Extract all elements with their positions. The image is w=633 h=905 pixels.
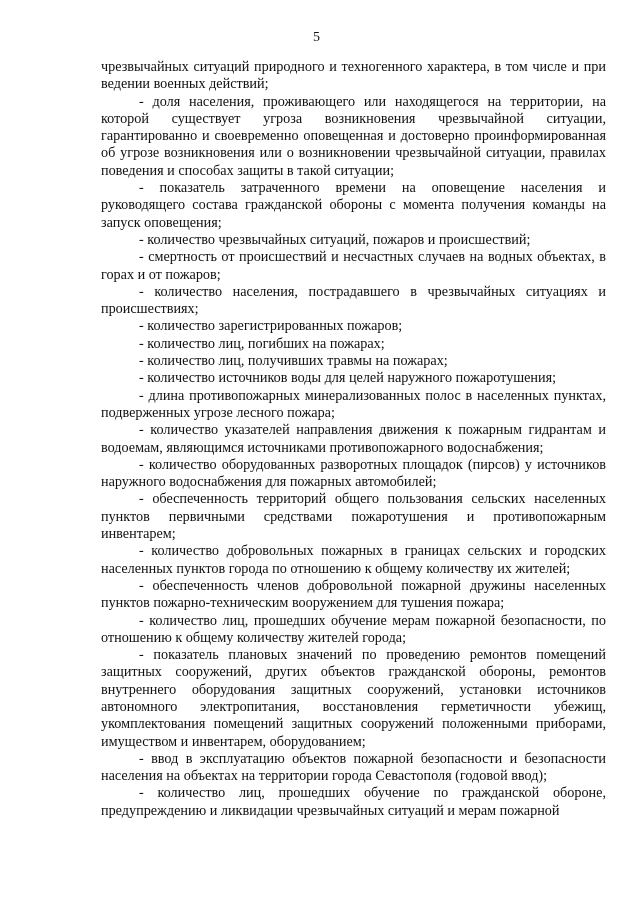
paragraph: - количество оборудованных разворотных площадок (пирсов) у источников наружного водоснабжения для пожарных автомобилей; <box>101 456 606 491</box>
paragraph: - количество лиц, погибших на пожарах; <box>139 335 385 352</box>
paragraph: - ввод в эксплуатацию объектов пожарной безопасности и безопасности населения на объектах на территории города Севастополя (годовой ввод); <box>101 750 606 785</box>
paragraph: - смертность от происшествий и несчастных случаев на водных объектах, в горах и от пожаров; <box>101 249 606 283</box>
document-body <box>101 59 606 820</box>
paragraph: - длина противопожарных минерализованных полос в населенных пунктах, подверженных угрозе лесного пожара; <box>101 387 606 421</box>
paragraph: - количество добровольных пожарных в границах сельских и городских населенных пунктов города по отношению к общему количеству их жителей; <box>101 543 606 577</box>
paragraph: - количество чрезвычайных ситуаций, пожаров и происшествий; <box>139 231 531 248</box>
paragraph: - количество лиц, прошедших обучение по гражданской обороне, предупреждению и ликвидации чрезвычайных ситуаций и мерам пожарной <box>101 785 606 819</box>
paragraph: - обеспеченность территорий общего пользования сельских населенных пунктов первичными средствами пожаротушения и противопожарным инвентарем; <box>101 491 606 543</box>
paragraph: - количество населения, пострадавшего в чрезвычайных ситуациях и происшествиях; <box>101 283 606 318</box>
paragraph: - количество указателей направления движения к пожарным гидрантам и водоемам, являющимся источниками противопожарного водоснабжения; <box>101 422 606 456</box>
paragraph: - количество зарегистрированных пожаров; <box>139 318 403 335</box>
paragraph: - показатель плановых значений по проведению ремонтов помещений защитных сооружений, других объектов гражданской обороны, ремонтов внутреннего оборудования защитных сооружений, установки источников автономного электропитания, восстановления герметичности убежищ, укомплектования помещений защитных сооружений положенными приборами, имуществом и инвентарем, оборудованием; <box>101 647 606 750</box>
paragraph: чрезвычайных ситуаций природного и техногенного характера, в том числе и при ведении военных действий; <box>101 59 606 93</box>
paragraph: - количество лиц, прошедших обучение мерам пожарной безопасности, по отношению к общему количеству жителей города; <box>101 612 606 646</box>
paragraph: - количество лиц, получивших травмы на пожарах; <box>139 353 448 370</box>
page-number: 5 <box>313 30 320 45</box>
paragraph: - количество источников воды для целей наружного пожаротушения; <box>139 370 557 387</box>
paragraph: - показатель затраченного времени на оповещение населения и руководящего состава гражданской обороны с момента получения команды на запуск оповещения; <box>101 180 606 231</box>
paragraph: - обеспеченность членов добровольной пожарной дружины населенных пунктов пожарно-техническим вооружением для тушения пожара; <box>101 577 606 612</box>
paragraph: - доля населения, проживающего или находящегося на территории, на которой существует угроза возникновения чрезвычайной ситуации, гарантированно и своевременно оповещенная и достоверно проинформированная об угрозе возникновения или о возникновении чрезвычайной ситуации, правилах поведения и способах защиты в такой ситуации; <box>101 93 606 179</box>
